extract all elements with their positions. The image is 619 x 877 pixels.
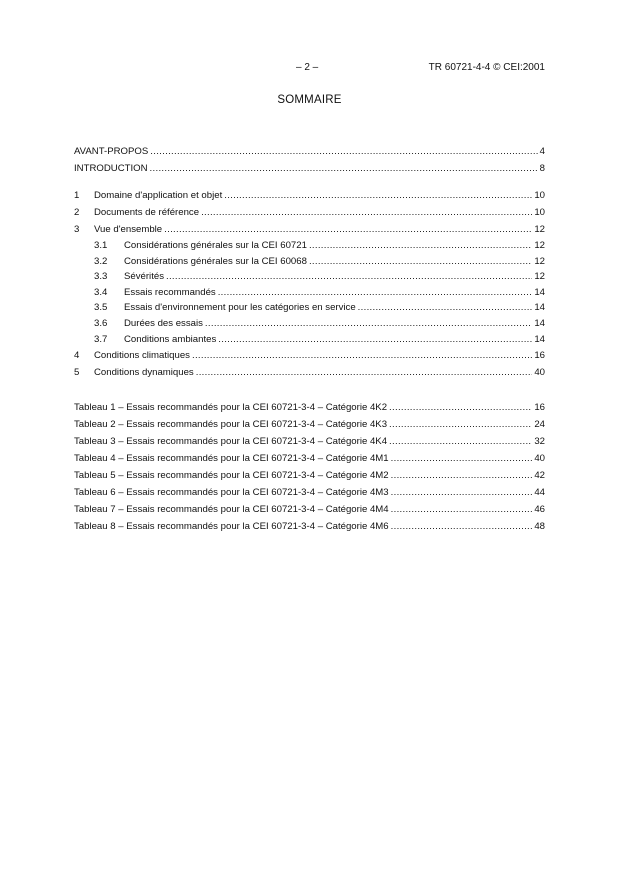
dot-leader [150,143,537,160]
toc-entry-subsection[interactable] [74,285,545,301]
toc-entry-subsection[interactable] [74,254,545,270]
toc-entry-section[interactable] [74,187,545,204]
dot-leader [391,501,533,518]
dot-leader [391,450,533,467]
toc-entry-label: Tableau 6 – Essais recommandés pour la CEI 60721-3-4 – Catégorie 4M3 [74,487,389,499]
section-number: 2 [74,207,80,218]
toc-entry-page: 42 [534,470,545,482]
dot-leader [150,160,538,177]
dot-leader [389,416,532,433]
dot-leader [391,467,533,484]
toc-entry-table[interactable] [74,433,545,450]
toc-entry-label: Tableau 4 – Essais recommandés pour la CEI 60721-3-4 – Catégorie 4M1 [74,453,389,465]
toc-entry-subsection[interactable] [74,332,545,348]
section-number: 3.3 [94,271,108,283]
toc-entry-page: 48 [534,521,545,533]
toc-entry-page: 12 [534,271,545,283]
toc-entry-label: Conditions dynamiques [94,367,194,379]
toc-entry-page: 14 [534,317,545,329]
toc-entry-label: Sévérités [124,271,164,283]
toc-entry-table[interactable] [74,450,545,467]
toc-entry-label: Essais d'environnement pour les catégories en service [124,302,356,314]
section-number: 4 [74,350,80,362]
spacer [74,177,545,187]
toc-entry-page: 14 [534,333,545,345]
section-number: 3.4 [94,286,108,298]
page-number: – 2 – [296,62,319,73]
section-number: 1 [74,190,80,201]
toc-entry-table[interactable] [74,518,545,535]
table-of-contents [74,143,545,535]
toc-entry-page: 14 [534,302,545,314]
toc-entry-label: Documents de référence [94,207,200,218]
toc-entry-page: 12 [534,224,545,235]
section-number: 3 [74,224,80,235]
toc-entry-label: Considérations générales sur la CEI 60068 [124,255,307,267]
section-number: 3.2 [94,255,108,267]
dot-leader [391,484,533,501]
toc-entry-subsection[interactable] [74,300,545,316]
toc-entry-label: INTRODUCTION [74,163,148,174]
toc-entry-table[interactable] [74,501,545,518]
toc-entry-label: Domaine d'application et objet [94,190,223,201]
toc-entry-page: 24 [534,419,545,431]
dot-leader [358,300,533,316]
toc-entry-label: Tableau 7 – Essais recommandés pour la CEI 60721-3-4 – Catégorie 4M4 [74,504,389,516]
dot-leader [164,221,532,238]
toc-entry-label: AVANT-PROPOS [74,146,149,157]
dot-leader [391,518,533,535]
toc-entry-section[interactable] [74,347,545,364]
toc-entry-avant-propos[interactable] [74,143,545,160]
toc-entry-label: Tableau 1 – Essais recommandés pour la CEI 60721-3-4 – Catégorie 4K2 [74,402,388,414]
toc-entry-page: 44 [534,487,545,499]
toc-entry-label: Considérations générales sur la CEI 60721 [124,240,307,251]
toc-entry-subsection[interactable] [74,238,545,254]
document-reference: TR 60721-4-4 © CEI:2001 [428,62,545,73]
section-number: 5 [74,367,80,379]
dot-leader [196,364,533,381]
toc-entry-introduction[interactable] [74,160,545,177]
dot-leader [201,204,532,221]
spacer [74,381,545,399]
toc-entry-page: 12 [534,240,545,251]
toc-entry-page: 40 [534,453,545,465]
toc-entry-page: 32 [534,436,545,448]
toc-entry-page: 10 [534,190,545,201]
toc-entry-subsection[interactable] [74,316,545,332]
toc-entry-page: 14 [534,286,545,298]
toc-entry-page: 12 [534,255,545,267]
page-title: SOMMAIRE [277,94,342,106]
toc-entry-subsection[interactable] [74,269,545,285]
toc-entry-page: 8 [539,163,545,174]
toc-entry-page: 40 [534,367,545,379]
dot-leader [218,285,533,301]
toc-entry-section[interactable] [74,221,545,238]
dot-leader [192,347,532,364]
section-number: 3.1 [94,240,108,251]
toc-entry-table[interactable] [74,467,545,484]
dot-leader [309,238,532,254]
toc-entry-label: Tableau 8 – Essais recommandés pour la CEI 60721-3-4 – Catégorie 4M6 [74,521,389,533]
toc-entry-label: Tableau 2 – Essais recommandés pour la CEI 60721-3-4 – Catégorie 4K3 [74,419,388,431]
toc-entry-label: Conditions ambiantes [124,333,217,345]
toc-entry-table[interactable] [74,484,545,501]
section-number: 3.5 [94,302,108,314]
toc-entry-label: Conditions climatiques [94,350,190,362]
toc-entry-page: 10 [534,207,545,218]
toc-entry-table[interactable] [74,399,545,416]
toc-entry-label: Tableau 3 – Essais recommandés pour la CEI 60721-3-4 – Catégorie 4K4 [74,436,388,448]
toc-entry-label: Tableau 5 – Essais recommandés pour la CEI 60721-3-4 – Catégorie 4M2 [74,470,389,482]
toc-entry-label: Vue d'ensemble [94,224,163,235]
toc-entry-page: 46 [534,504,545,516]
toc-entry-page: 4 [539,146,545,157]
dot-leader [166,269,532,285]
dot-leader [205,316,532,332]
toc-entry-table[interactable] [74,416,545,433]
toc-entry-section[interactable] [74,204,545,221]
dot-leader [224,187,532,204]
dot-leader [309,254,532,270]
section-number: 3.6 [94,317,108,329]
toc-entry-page: 16 [534,402,545,414]
toc-entry-label: Durées des essais [124,317,203,329]
dot-leader [218,332,532,348]
dot-leader [389,433,532,450]
toc-entry-label: Essais recommandés [124,286,216,298]
section-number: 3.7 [94,333,108,345]
toc-entry-section[interactable] [74,364,545,381]
toc-entry-page: 16 [534,350,545,362]
dot-leader [389,399,532,416]
